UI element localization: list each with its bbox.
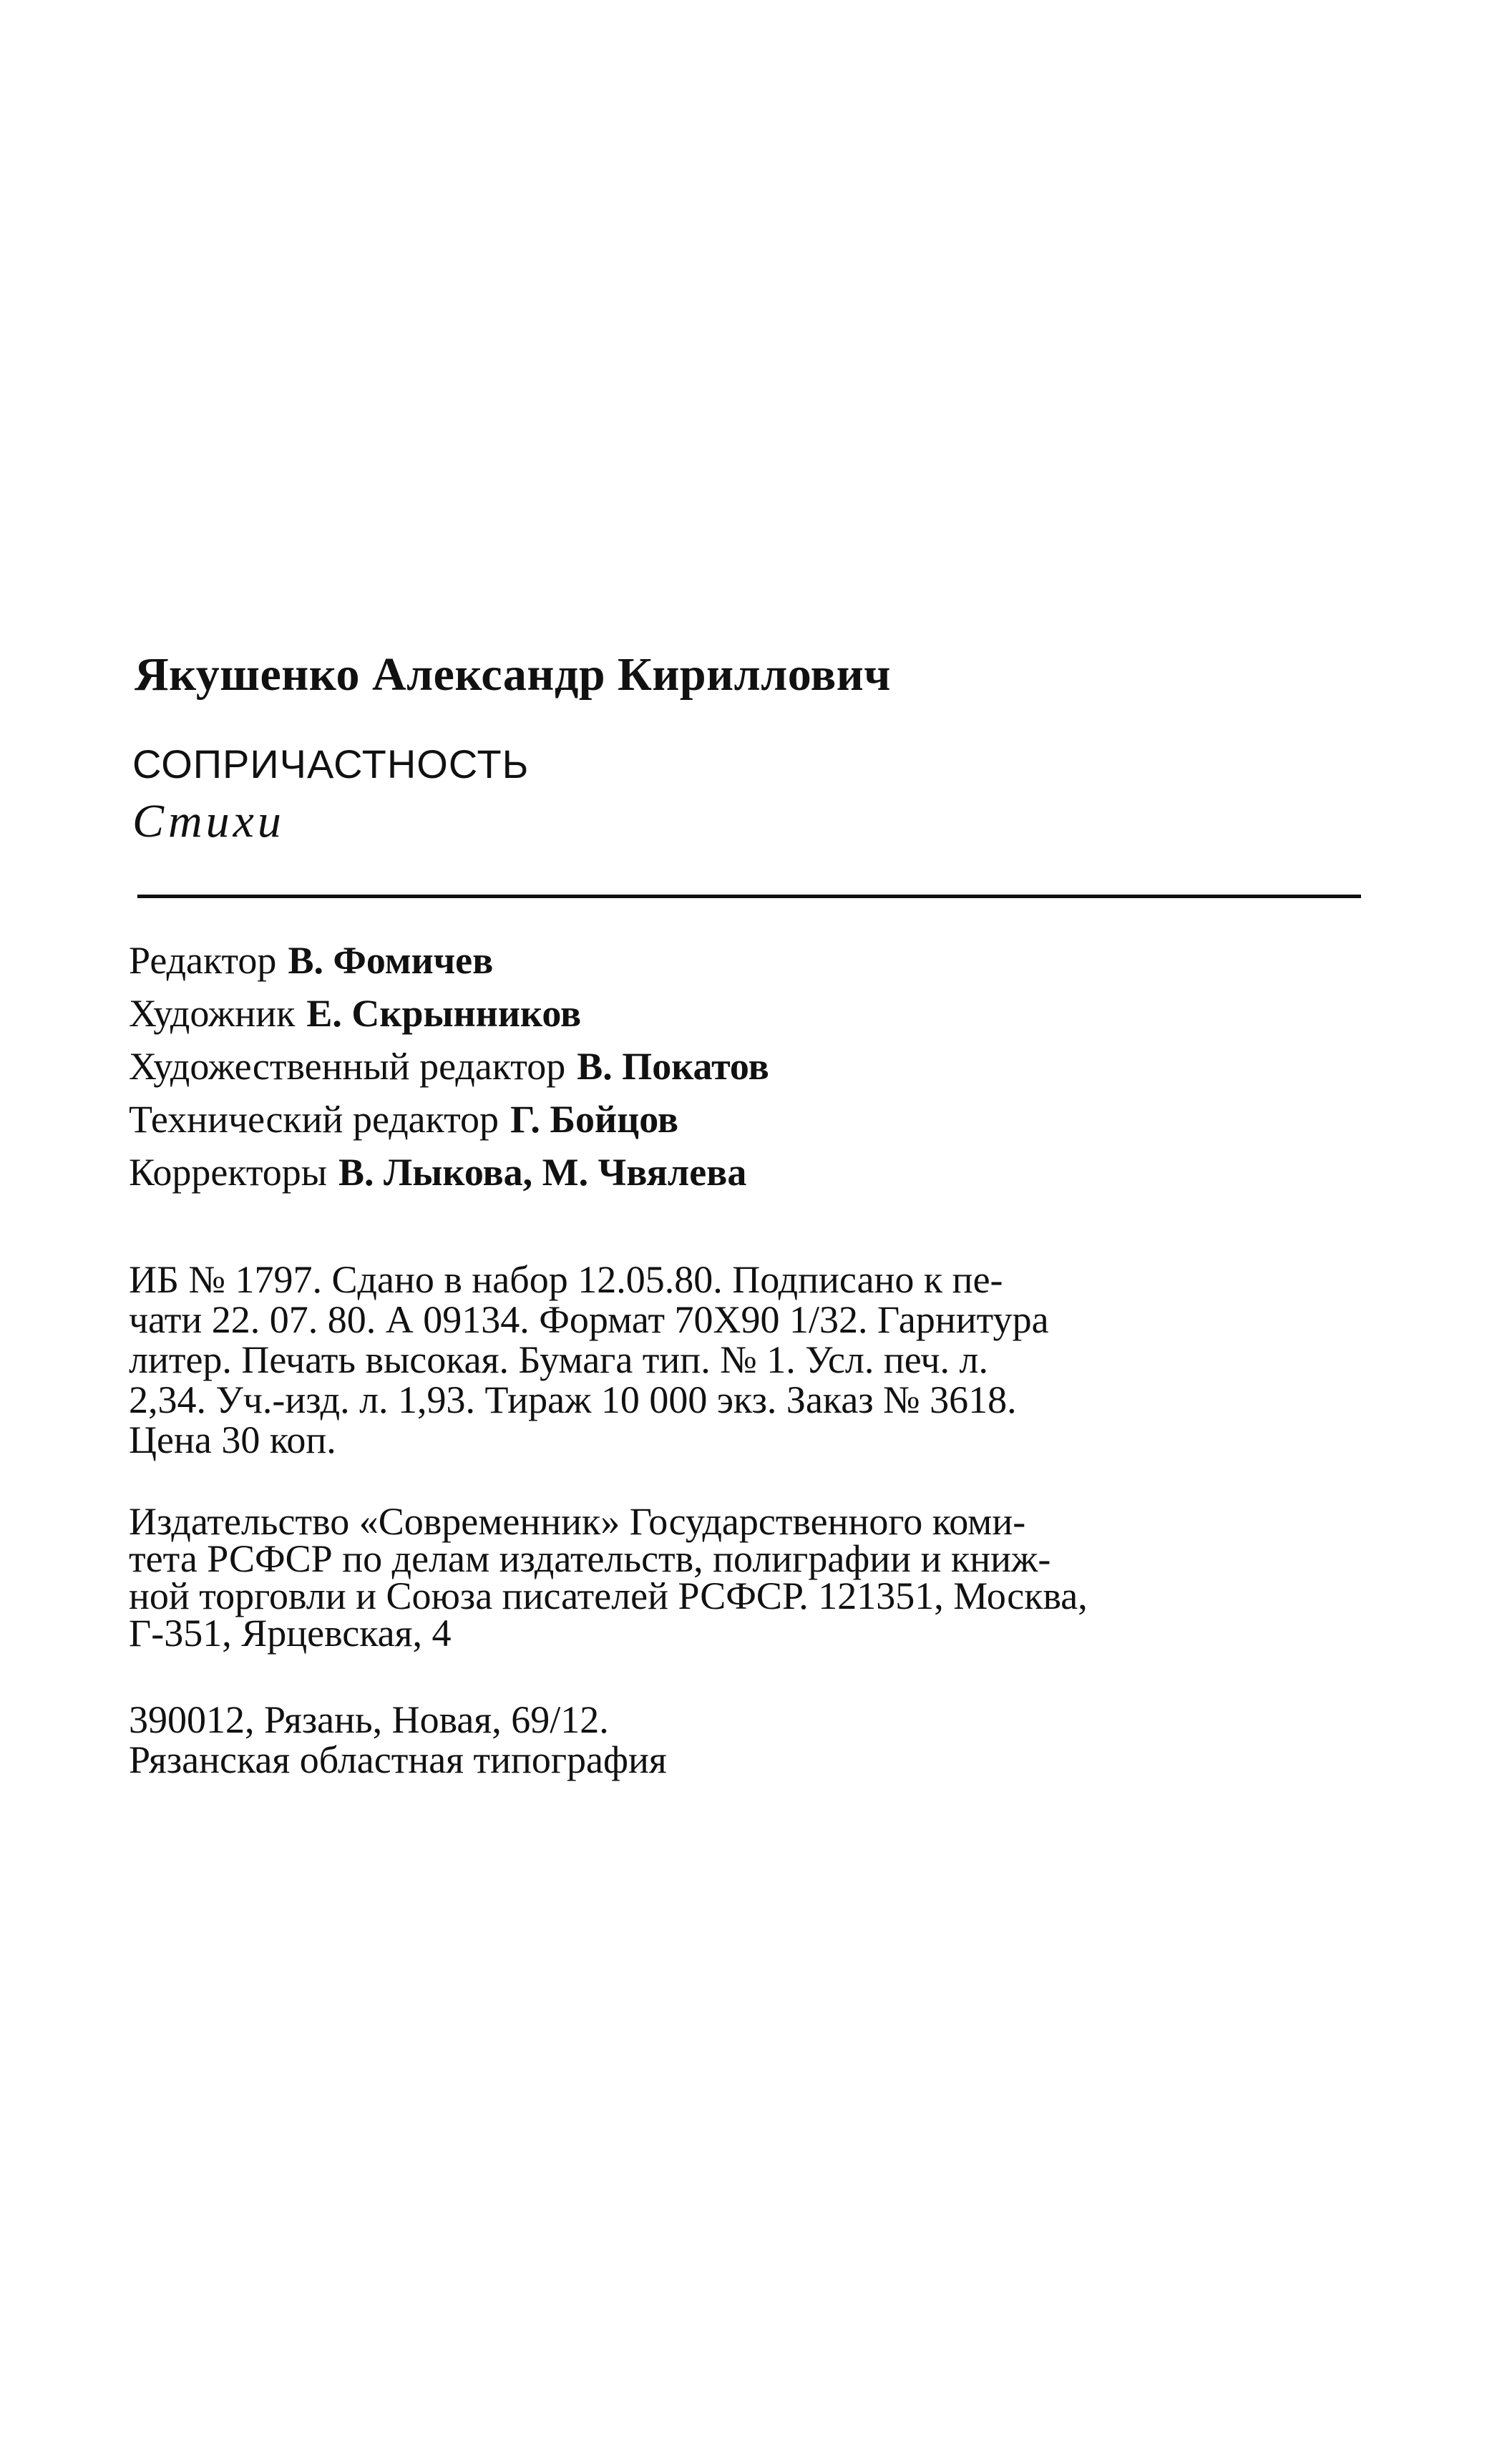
printer-line: 390012, Рязань, Новая, 69/12. — [129, 1698, 609, 1741]
credit-names: Е. Скрынников — [306, 992, 582, 1035]
imprint-line: Цена 30 коп. — [129, 1418, 336, 1461]
credit-role: Редактор — [129, 939, 277, 982]
credit-names: В. Фомичев — [288, 939, 494, 982]
book-title: СОПРИЧАСТНОСТЬ — [132, 741, 530, 787]
credit-proofreaders — [129, 1146, 1360, 1199]
credit-technical-editor — [129, 1093, 1360, 1146]
printer-line: Рязанская областная типография — [129, 1738, 667, 1781]
imprint-line: 2,34. Уч.-изд. л. 1,93. Тираж 10 000 экз. Заказ № 3618. — [129, 1378, 1017, 1421]
credit-role: Художник — [129, 992, 296, 1035]
credit-names: Г. Бойцов — [510, 1098, 679, 1141]
credits-list — [129, 934, 1360, 1199]
credit-names: В. Лыкова, М. Чвялева — [338, 1151, 747, 1194]
publisher-block — [129, 1500, 1358, 1655]
credit-role: Художественный редактор — [129, 1045, 566, 1088]
credit-artist — [129, 987, 1360, 1040]
author-name: Якушенко Александр Кириллович — [135, 648, 891, 701]
publisher-line: Издательство «Современник» Государственного коми- — [129, 1500, 1026, 1543]
credit-art-editor — [129, 1040, 1360, 1093]
divider-rule — [137, 895, 1361, 898]
printer-block — [129, 1700, 1358, 1780]
book-subtitle: Стихи — [132, 795, 285, 847]
imprint-block — [129, 1260, 1358, 1460]
publisher-line: тета РСФСР по делам издательств, полиграфии и книж- — [129, 1537, 1051, 1580]
imprint-line: ИБ № 1797. Сдано в набор 12.05.80. Подписано к пе- — [129, 1258, 1003, 1301]
publisher-line: ной торговли и Союза писателей РСФСР. 121351, Москва, — [129, 1574, 1088, 1617]
credit-names: В. Покатов — [577, 1045, 769, 1088]
credit-role: Корректоры — [129, 1151, 327, 1194]
imprint-line: литер. Печать высокая. Бумага тип. № 1. Усл. печ. л. — [129, 1338, 988, 1381]
publisher-line: Г-351, Ярцевская, 4 — [129, 1612, 452, 1655]
imprint-line: чати 22. 07. 80. А 09134. Формат 70Х90 1/32. Гарнитура — [129, 1298, 1049, 1341]
credit-role: Технический редактор — [129, 1098, 499, 1141]
credit-editor — [129, 934, 1360, 987]
